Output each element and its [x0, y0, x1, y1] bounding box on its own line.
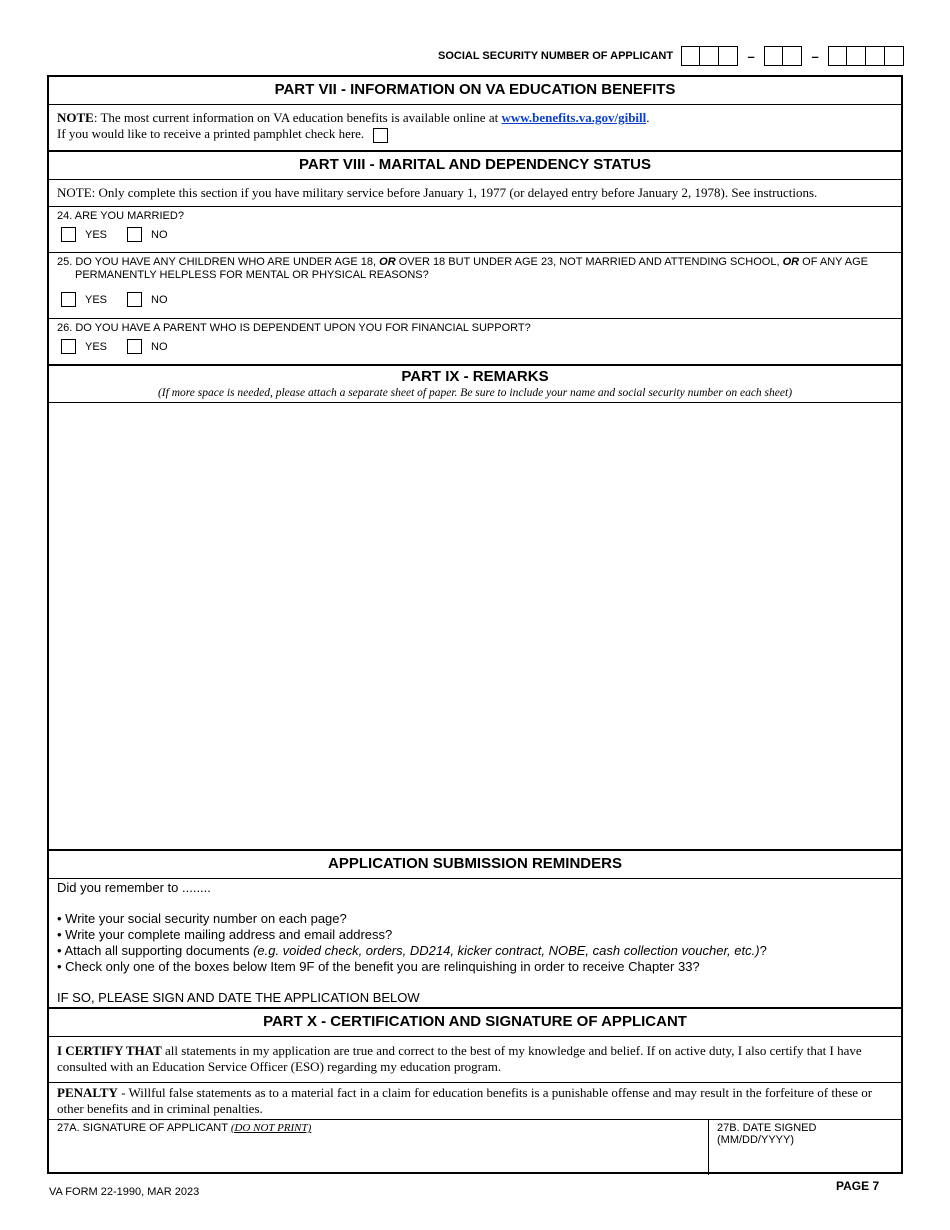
ssn-digit-box[interactable] — [828, 46, 847, 66]
ssn-digit-box[interactable] — [719, 46, 738, 66]
pamphlet-line — [57, 126, 893, 143]
q25-line1 — [57, 256, 868, 269]
part8-title: PART VIII - MARITAL AND DEPENDENCY STATUS — [49, 150, 901, 179]
part7-title: PART VII - INFORMATION ON VA EDUCATION BENEFITS — [274, 81, 676, 98]
reminders-intro: Did you remember to ........ — [57, 880, 211, 895]
reminder-item: • Check only one of the boxes below Item 9F of the benefit you are relinquishing in order to receive Chapter 33? — [57, 959, 700, 974]
q26-label: 26. DO YOU HAVE A PARENT WHO IS DEPENDENT UPON YOU FOR FINANCIAL SUPPORT? — [57, 322, 531, 334]
note-end: . — [646, 110, 650, 125]
penalty-statement — [49, 1082, 901, 1119]
q26-no-label: NO — [151, 340, 168, 353]
ssn-digit-box[interactable] — [764, 46, 783, 66]
q24-no-label: NO — [151, 228, 168, 241]
penalty-text: - Willful false statements as to a material fact in a claim for education benefits is a punishable offense and may result in the forfeiture of these or other benefits and in criminal penalties. — [57, 1085, 873, 1116]
q25-text-b: OVER 18 BUT UNDER AGE 23, NOT MARRIED AND ATTENDING SCHOOL, — [395, 256, 783, 268]
ssn-dash: – — [747, 48, 755, 64]
date-signed-label: 27B. DATE SIGNED (MM/DD/YYYY) — [717, 1122, 817, 1146]
note-text: : The most current information on VA education benefits is available online at — [93, 110, 502, 125]
reminder-item: • Write your complete mailing address and email address? — [57, 927, 393, 942]
ssn-dash: – — [811, 48, 819, 64]
question-25 — [49, 252, 901, 318]
reminders-title: APPLICATION SUBMISSION REMINDERS — [49, 849, 901, 878]
ssn-digit-box[interactable] — [681, 46, 700, 66]
q24-no-checkbox[interactable] — [127, 227, 142, 242]
q26-no-checkbox[interactable] — [127, 339, 142, 354]
q25-no-checkbox[interactable] — [127, 292, 142, 307]
certify-text: all statements in my application are true and correct to the best of my knowledge and belief. If on active duty, I also certify that I have consulted with an Education Service Officer (ESO) regarding my education program. — [57, 1043, 862, 1074]
ssn-digit-box[interactable] — [783, 46, 802, 66]
q26-yes-checkbox[interactable] — [61, 339, 76, 354]
q24-yes-checkbox[interactable] — [61, 227, 76, 242]
remarks-textarea[interactable] — [49, 402, 901, 849]
q25-or-2: OR — [782, 256, 800, 268]
form-number: VA FORM 22-1990, MAR 2023 — [49, 1186, 200, 1198]
part9-subtitle: (If more space is needed, please attach a separate sheet of paper. Be sure to include your name and social security number on each sheet) — [157, 387, 793, 399]
q26-yes-label: YES — [85, 340, 108, 353]
question-26 — [49, 318, 901, 364]
q24-yes-label: YES — [85, 228, 108, 241]
part10-title: PART X - CERTIFICATION AND SIGNATURE OF APPLICANT — [49, 1007, 901, 1036]
q24-options — [61, 227, 188, 242]
ssn-digit-box[interactable] — [866, 46, 885, 66]
signature-label: 27A. SIGNATURE OF APPLICANT — [57, 1122, 231, 1134]
reminder-item3-examples: (e.g. voided check, orders, DD214, kicker contract, NOBE, cash collection voucher, etc.) — [253, 943, 760, 958]
q25-no-label: NO — [151, 293, 168, 306]
part9-title: PART IX - REMARKS — [401, 368, 549, 385]
ssn-header — [438, 46, 904, 66]
q25-yes-checkbox[interactable] — [61, 292, 76, 307]
pamphlet-checkbox[interactable] — [373, 128, 388, 143]
q25-or-1: OR — [379, 256, 396, 268]
form-frame — [47, 75, 903, 1174]
question-24 — [49, 206, 901, 252]
part7-note-line — [57, 110, 893, 126]
certify-bold: I CERTIFY THAT — [57, 1043, 162, 1058]
signature-row — [49, 1119, 901, 1174]
q25-text-c: OF ANY AGE — [799, 256, 868, 268]
reminders-closing: IF SO, PLEASE SIGN AND DATE THE APPLICATION BELOW — [57, 990, 420, 1005]
ssn-digit-box[interactable] — [847, 46, 866, 66]
page-number: PAGE 7 — [836, 1179, 880, 1193]
date-signed-field[interactable] — [709, 1120, 901, 1175]
ssn-label: SOCIAL SECURITY NUMBER OF APPLICANT — [438, 50, 674, 62]
reminder-item — [57, 943, 893, 959]
reminder-item3-end: ? — [759, 943, 767, 958]
penalty-bold: PENALTY — [57, 1085, 118, 1100]
q25-options — [61, 292, 188, 307]
ssn-digit-box[interactable] — [700, 46, 719, 66]
pamphlet-text: If you would like to receive a printed pamphlet check here. — [57, 126, 365, 141]
q26-options — [61, 339, 188, 354]
note-label: NOTE — [57, 110, 94, 125]
reminders-body — [49, 878, 901, 1007]
reminder-item3-text: • Attach all supporting documents — [57, 943, 254, 958]
signature-note: (DO NOT PRINT) — [230, 1122, 312, 1134]
signature-field[interactable] — [49, 1120, 709, 1175]
q24-label: 24. ARE YOU MARRIED? — [57, 210, 184, 222]
gibill-link[interactable]: www.benefits.va.gov/gibill — [501, 110, 647, 125]
reminder-item: • Write your social security number on each page? — [57, 911, 347, 926]
part9-header — [49, 364, 901, 402]
part8-note: NOTE: Only complete this section if you have military service before January 1, 1977 (or delayed entry before January 2, 1978). See instructions. — [49, 179, 901, 206]
certify-statement — [49, 1036, 901, 1082]
q25-line2: PERMANENTLY HELPLESS FOR MENTAL OR PHYSICAL REASONS? — [75, 269, 429, 281]
ssn-digit-box[interactable] — [885, 46, 904, 66]
q25-text-a: 25. DO YOU HAVE ANY CHILDREN WHO ARE UNDER AGE 18, — [57, 256, 380, 268]
q25-yes-label: YES — [85, 293, 108, 306]
part7-note — [49, 104, 901, 150]
q25-label — [57, 256, 868, 282]
